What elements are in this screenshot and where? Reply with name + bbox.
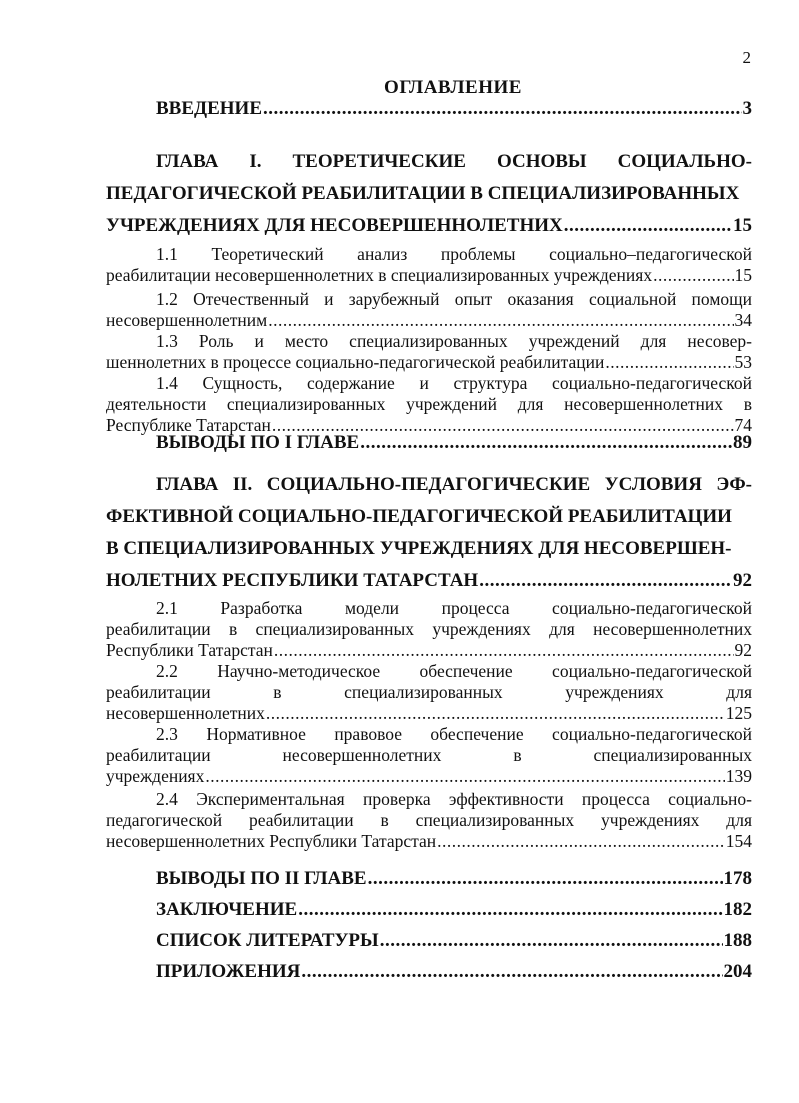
chapter-1-line-3: УЧРЕЖДЕНИЯХ ДЛЯ НЕСОВЕРШЕННОЛЕТНИХ: [106, 215, 563, 236]
dot-leader: [274, 640, 734, 661]
dot-leader: [380, 930, 723, 952]
section-page: 154: [725, 831, 752, 851]
entry-label: ВЫВОДЫ ПО II ГЛАВЕ: [156, 868, 367, 889]
section-line: педагогической реабилитации в специализированных учреждениях для: [106, 810, 752, 830]
dot-leader: [437, 831, 725, 852]
section-line: 1.1 Теоретический анализ проблемы социально–педагогической: [156, 244, 752, 264]
chapter-2-page: 92: [733, 570, 752, 591]
dot-leader: [266, 703, 725, 724]
section-page: 34: [734, 310, 752, 330]
entry-label: СПИСОК ЛИТЕРАТУРЫ: [156, 930, 379, 951]
entry-page: 89: [733, 432, 752, 453]
section-line: 1.4 Сущность, содержание и структура социально-педагогической: [156, 373, 752, 393]
dot-leader: [298, 899, 722, 921]
section-2-2: [106, 661, 752, 724]
section-line: 1.2 Отечественный и зарубежный опыт оказания социальной помощи: [156, 289, 752, 309]
section-page: 125: [725, 703, 752, 723]
section-line: 2.4 Экспериментальная проверка эффективности процесса социально-: [156, 789, 752, 809]
chapter-2-line-4: НОЛЕТНИХ РЕСПУБЛИКИ ТАТАРСТАН: [106, 570, 479, 591]
dot-leader: [205, 766, 724, 787]
section-line: реабилитации несовершеннолетних в специализированных: [106, 745, 752, 765]
section-page: 53: [734, 352, 752, 372]
chapter-2-line-1: ГЛАВА II. СОЦИАЛЬНО-ПЕДАГОГИЧЕСКИЕ УСЛОВИЯ ЭФ-: [156, 474, 752, 495]
section-1-2: [106, 289, 752, 331]
section-1-3: [106, 331, 752, 373]
section-page: 92: [734, 640, 752, 660]
section-line: Республике Татарстан: [106, 415, 271, 435]
dot-leader: [605, 352, 733, 373]
toc-entry-chapter-1-conclusions: [106, 432, 752, 454]
section-line: 1.3 Роль и место специализированных учреждений для несовер-: [156, 331, 752, 351]
dot-leader: [479, 565, 732, 597]
section-line: 2.3 Нормативное правовое обеспечение социально-педагогической: [156, 724, 752, 744]
section-2-3: [106, 724, 752, 787]
dot-leader: [268, 310, 733, 331]
section-line: деятельности специализированных учреждений для несовершеннолетних в: [106, 394, 752, 414]
chapter-2-heading: [106, 469, 752, 597]
entry-page: 188: [723, 930, 752, 951]
toc-entry-references: [106, 930, 752, 952]
dot-leader: [360, 432, 732, 454]
section-page: 74: [734, 415, 752, 435]
section-line: Республики Татарстан: [106, 640, 273, 660]
toc-entry-chapter-2-conclusions: [106, 868, 752, 890]
entry-label: ВЫВОДЫ ПО I ГЛАВЕ: [156, 432, 360, 453]
page-number: 2: [742, 48, 751, 67]
chapter-2-line-3: В СПЕЦИАЛИЗИРОВАННЫХ УЧРЕЖДЕНИЯХ ДЛЯ НЕСОВЕРШЕН-: [106, 538, 732, 559]
section-line: 2.1 Разработка модели процесса социально-педагогической: [156, 598, 752, 618]
toc-entry-appendices: [106, 961, 752, 983]
dot-leader: [301, 961, 722, 983]
entry-page: 178: [723, 868, 752, 889]
section-page: 139: [725, 766, 752, 786]
toc-entry-conclusion: [106, 899, 752, 921]
dot-leader: [368, 868, 723, 890]
section-2-1: [106, 598, 752, 661]
section-line: шеннолетних в процессе социально-педагогической реабилитации: [106, 352, 605, 372]
section-2-4: [106, 789, 752, 852]
entry-page: 204: [723, 961, 752, 982]
chapter-1-heading: [106, 146, 752, 242]
chapter-1-line-1: ГЛАВА I. ТЕОРЕТИЧЕСКИЕ ОСНОВЫ СОЦИАЛЬНО-: [156, 151, 752, 172]
page-title: ОГЛАВЛЕНИЕ: [384, 77, 522, 98]
section-line: несовершеннолетним: [106, 310, 268, 330]
section-line: реабилитации в специализированных учреждениях для несовершеннолетних: [106, 619, 752, 639]
chapter-1-line-2: ПЕДАГОГИЧЕСКОЙ РЕАБИЛИТАЦИИ В СПЕЦИАЛИЗИРОВАННЫХ: [106, 183, 740, 204]
dot-leader: [263, 98, 742, 120]
entry-label: ПРИЛОЖЕНИЯ: [156, 961, 301, 982]
chapter-2-line-2: ФЕКТИВНОЙ СОЦИАЛЬНО-ПЕДАГОГИЧЕСКОЙ РЕАБИЛИТАЦИИ: [106, 506, 732, 527]
section-1-1: [106, 244, 752, 286]
section-1-4: [106, 373, 752, 436]
section-page: 15: [734, 265, 752, 285]
section-line: несовершеннолетних: [106, 703, 265, 723]
dot-leader: [564, 210, 732, 242]
section-line: 2.2 Научно-методическое обеспечение социально-педагогической: [156, 661, 752, 681]
entry-page: 3: [742, 98, 752, 119]
entry-label: ВВЕДЕНИЕ: [156, 98, 262, 119]
entry-page: 182: [723, 899, 752, 920]
section-line: учреждениях: [106, 766, 205, 786]
dot-leader: [653, 265, 733, 286]
entry-label: ЗАКЛЮЧЕНИЕ: [156, 899, 298, 920]
chapter-1-page: 15: [733, 215, 752, 236]
section-line: несовершеннолетних Республики Татарстан: [106, 831, 437, 851]
section-line: реабилитации в специализированных учреждениях для: [106, 682, 752, 702]
section-line: реабилитации несовершеннолетних в специализированных учреждениях: [106, 265, 653, 285]
toc-entry-introduction: [106, 98, 752, 120]
